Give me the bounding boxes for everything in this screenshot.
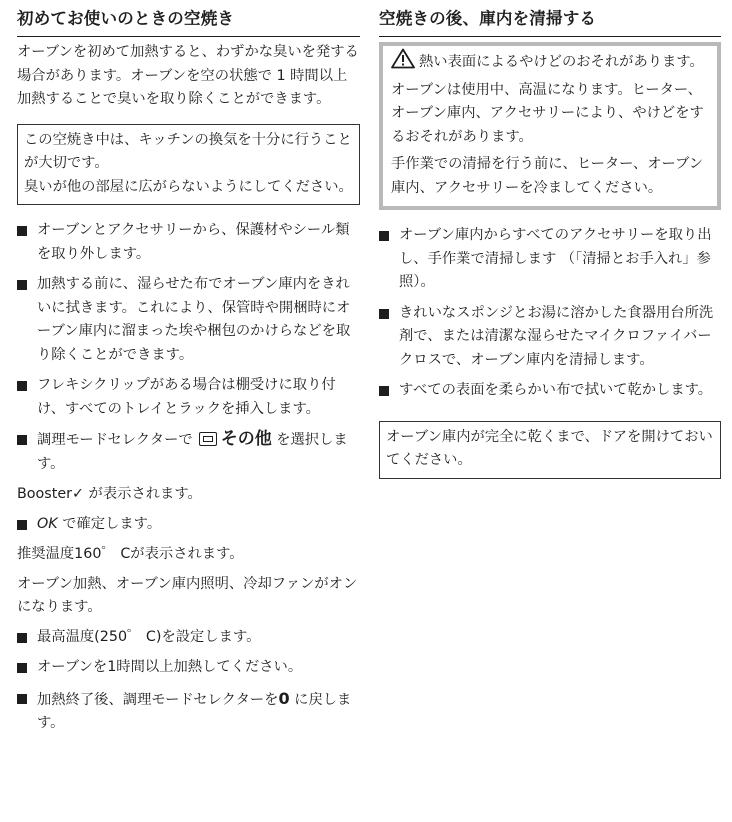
- list-item: [17, 219, 360, 266]
- other-mode-icon: [199, 432, 217, 446]
- right-column: [379, 0, 721, 493]
- list-item-text: 調理モードセレクターで: [37, 432, 193, 448]
- list-item: [17, 626, 360, 650]
- list-item-text: オーブン庫内からすべてのアクセサリーを取り出し、手作業で清掃します （「清掃とお手入れ」参照）。: [399, 227, 712, 290]
- ok-word: OK: [37, 515, 58, 532]
- booster-line: [17, 483, 360, 507]
- bullet-square-icon: [379, 386, 389, 396]
- left-column: [17, 0, 360, 743]
- bullet-square-icon: [17, 633, 27, 643]
- list-item-text: 加熱する前に、湿らせた布でオーブン庫内をきれいに拭きます。これにより、保管時や開梱時にオーブン庫内に溜まった埃や梱包のかけらなどを取り除くことができます。: [37, 276, 351, 363]
- list-item: [17, 374, 360, 421]
- bullet-square-icon: [17, 663, 27, 673]
- list-item: [17, 513, 360, 537]
- bullet-square-icon: [17, 694, 27, 704]
- note-line: この空焼き中は、キッチンの換気を十分に行うことが大切です。: [24, 131, 352, 171]
- bullet-square-icon: [379, 231, 389, 241]
- warning-box: [379, 42, 721, 210]
- bullet-square-icon: [17, 226, 27, 236]
- status-line: オーブン加熱、オーブン庫内照明、冷却ファンがオンになります。: [17, 575, 358, 615]
- bullet-square-icon: [379, 309, 389, 319]
- ventilation-note: [17, 124, 360, 206]
- heating-steps: [17, 626, 360, 736]
- bullet-square-icon: [17, 280, 27, 290]
- section-heading-first-use: 初めてお使いのときの空焼き: [17, 0, 360, 37]
- list-item: [17, 273, 360, 367]
- bullet-square-icon: [17, 435, 27, 445]
- list-item-text: フレキシクリップがある場合は棚受けに取り付け、すべてのトレイとラックを挿入します。: [37, 377, 336, 417]
- list-item: [379, 224, 721, 295]
- booster-word: Booster: [17, 486, 73, 502]
- confirm-steps: [17, 513, 360, 537]
- warning-paragraph: 手作業での清掃を行う前に、ヒーター、オーブン庫内、アクセサリーを冷ましてください。: [391, 156, 704, 196]
- bullet-square-icon: [17, 520, 27, 530]
- temperature-line: 推奨温度160゜ Cが表示されます。: [17, 546, 244, 562]
- list-item: [17, 687, 360, 736]
- door-note: [379, 421, 721, 479]
- cleaning-steps: [379, 224, 721, 403]
- check-icon: ✓: [72, 486, 85, 502]
- note-line: 臭いが他の部屋に広がらないようにしてください。: [24, 178, 353, 195]
- booster-text: が表示されます。: [84, 486, 202, 502]
- warning-paragraph: オーブンは使用中、高温になります。ヒーター、オーブン庫内、アクセサリーにより、やけどをするおそれがあります。: [391, 81, 704, 145]
- first-use-steps: [17, 219, 360, 476]
- warning-triangle-icon: [391, 48, 415, 69]
- warning-title-text: 熱い表面によるやけどのおそれがあります。: [419, 54, 704, 70]
- mode-name: その他: [220, 429, 272, 449]
- list-item-text: きれいなスポンジとお湯に溶かした食器用台所洗剤で、または清潔な湿らせたマイクロファイバークロスで、オーブン庫内を清掃します。: [399, 304, 714, 368]
- note-line: オーブン庫内が完全に乾くまで、ドアを開けておいてください。: [386, 428, 713, 468]
- list-item: [379, 302, 721, 373]
- list-item-text: 最高温度(250゜ C)を設定します。: [37, 628, 261, 645]
- zero-position: 0: [278, 688, 290, 708]
- intro-paragraph: オーブンを初めて加熱すると、わずかな臭いを発する場合があります。オーブンを空の状態で 1 時間以上加熱することで臭いを取り除くことができます。: [17, 44, 359, 107]
- list-item: [17, 428, 360, 476]
- bullet-square-icon: [17, 381, 27, 391]
- list-item: [17, 656, 360, 680]
- list-item-text: すべての表面を柔らかい布で拭いて乾かします。: [399, 382, 713, 398]
- list-item-text: オーブンとアクセサリーから、保護材やシール類を取り外します。: [37, 222, 350, 262]
- section-heading-cleaning: 空焼きの後、庫内を清掃する: [379, 0, 721, 37]
- list-item-text: を選択します。: [37, 432, 348, 472]
- list-item-text: 加熱終了後、調理モードセレクターを: [37, 691, 279, 708]
- list-item-text: に戻します。: [37, 691, 352, 731]
- list-item-text: で確定します。: [57, 515, 162, 532]
- list-item-text: オーブンを1時間以上加熱してください。: [37, 659, 303, 675]
- warning-title: [391, 48, 709, 75]
- list-item: [379, 379, 721, 403]
